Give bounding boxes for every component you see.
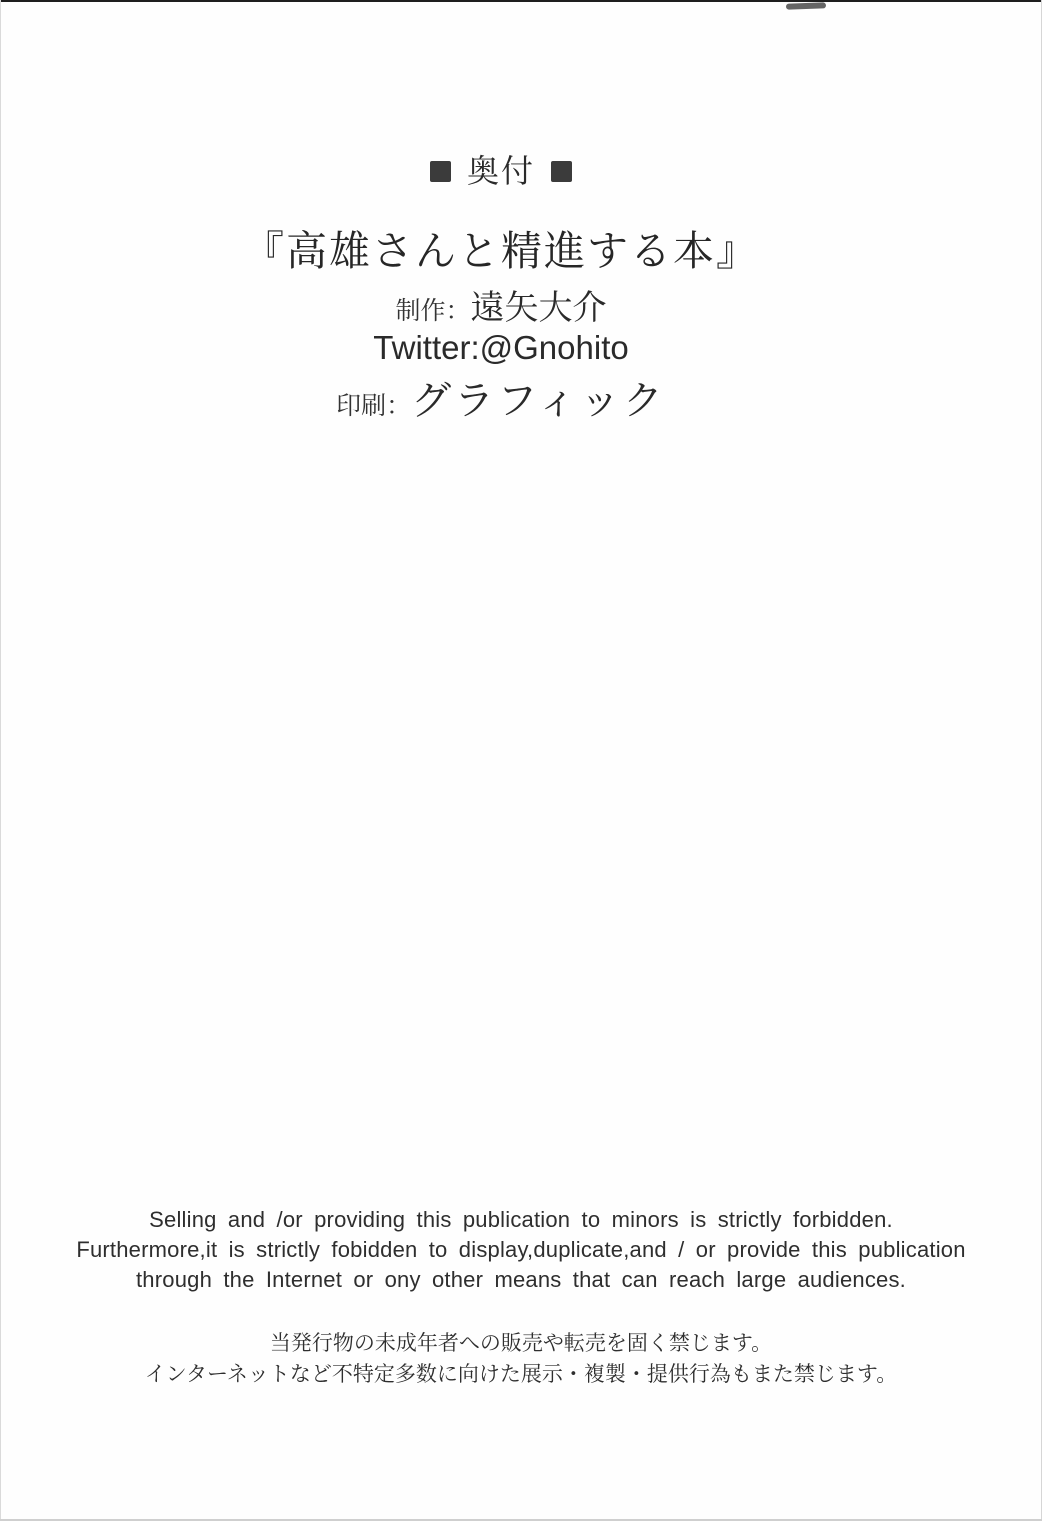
scan-artifact-smudge xyxy=(786,2,826,9)
credit-print-label: 印刷： xyxy=(336,392,412,420)
scan-top-edge-line xyxy=(0,0,1042,2)
disclaimer-english-line-1: Selling and /or providing this publication to minors is strictly forbidden. xyxy=(149,1207,893,1232)
black-square-icon xyxy=(551,161,572,182)
credit-print-value: グラフィック xyxy=(411,379,666,423)
disclaimer-english xyxy=(0,1205,1042,1295)
twitter-handle: Twitter:@Gnohito xyxy=(373,329,629,366)
disclaimer-japanese xyxy=(0,1328,1042,1390)
disclaimer-english-line-3: through the Internet or ony other means that can reach large audiences. xyxy=(136,1267,906,1292)
disclaimer-japanese-line-1: 当発行物の未成年者への販売や転売を固く禁じます。 xyxy=(269,1332,773,1355)
colophon-header xyxy=(0,146,1022,192)
credit-print-line xyxy=(0,369,1022,426)
disclaimer-english-line-2: Furthermore,it is strictly fobidden to display,duplicate,and / or provide this publication xyxy=(76,1237,966,1262)
credit-production-value: 遠矢大介 xyxy=(470,289,607,327)
credit-production-line xyxy=(0,280,1022,329)
colophon-header-label: 奥付 xyxy=(466,153,535,189)
credit-production-label: 制作： xyxy=(395,297,471,325)
book-title: 『高雄さんと精進する本』 xyxy=(243,228,759,274)
disclaimer-japanese-line-2: インターネットなど不特定多数に向けた展示・複製・提供行為もまた禁じます。 xyxy=(144,1363,898,1386)
black-square-icon xyxy=(430,161,451,182)
